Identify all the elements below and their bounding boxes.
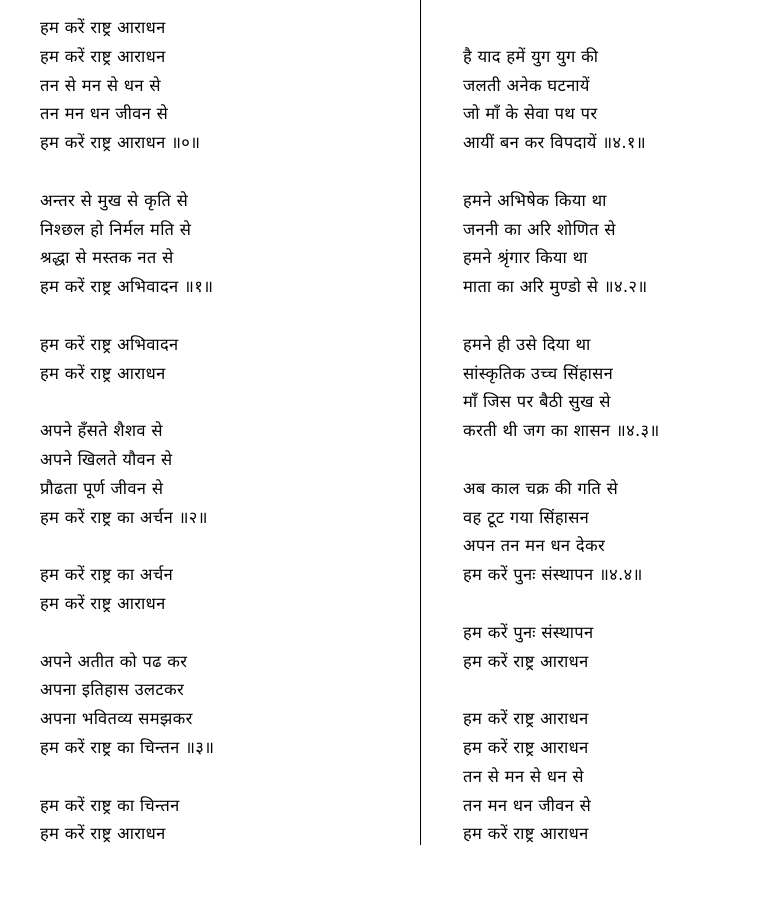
verse-line: अपने हँसते शैशव से	[40, 421, 163, 441]
verse-line: अब काल चक्र की गति से	[463, 478, 619, 498]
verse-line: अपने अतीत को पढ कर	[40, 651, 188, 671]
verse-line: हम करें पुनः संस्थापन	[463, 622, 594, 642]
verse-line: जननी का अरि शोणित से	[463, 219, 616, 239]
stanza	[463, 475, 763, 590]
verse-line: हम करें राष्ट्र का चिन्तन	[40, 795, 180, 815]
verse-line: हम करें राष्ट्र का चिन्तन ॥३॥	[40, 737, 215, 757]
stanza	[40, 14, 410, 158]
verse-line: हम करें पुनः संस्थापन ॥४.४॥	[463, 565, 643, 585]
stanza-gap	[40, 158, 410, 187]
verse-line: हम करें राष्ट्र आराधन	[40, 593, 166, 613]
stanza	[463, 705, 763, 849]
verse-line: हम करें राष्ट्र का अर्चन	[40, 565, 174, 585]
verse-line: वह टूट गया सिंहासन	[463, 507, 590, 527]
verse-line: हम करें राष्ट्र आराधन ॥०॥	[40, 133, 201, 153]
stanza	[40, 792, 410, 850]
verse-line: अपने खिलते यौवन से	[40, 449, 173, 469]
verse-line: अपना इतिहास उलटकर	[40, 680, 185, 700]
verse-line: श्रद्धा से मस्तक नत से	[40, 248, 174, 268]
left-column	[40, 14, 410, 849]
stanza	[463, 187, 763, 302]
verse-line: हम करें राष्ट्र आराधन	[40, 46, 166, 66]
verse-line: जो माँ के सेवा पथ पर	[463, 104, 598, 124]
verse-line: हमने श्रृंगार किया था	[463, 248, 588, 268]
verse-line: हम करें राष्ट्र का अर्चन ॥२॥	[40, 507, 208, 527]
verse-line: हमने अभिषेक किया था	[463, 190, 607, 210]
verse-line: अपना भवितव्य समझकर	[40, 709, 193, 729]
stanza-gap	[463, 302, 763, 331]
verse-line: आयीं बन कर विपदायें ॥४.१॥	[463, 133, 646, 153]
verse-line: हम करें राष्ट्र आराधन	[463, 709, 589, 729]
stanza-gap	[40, 532, 410, 561]
verse-line: माता का अरि मुण्डो से ॥४.२॥	[463, 277, 648, 297]
stanza-gap	[463, 590, 763, 619]
column-top-spacer	[463, 14, 763, 43]
stanza-gap	[40, 763, 410, 792]
stanza-gap	[463, 446, 763, 475]
column-divider	[420, 0, 421, 845]
verse-line: सांस्कृतिक उच्च सिंहासन	[463, 363, 614, 383]
verse-line: अन्तर से मुख से कृति से	[40, 190, 189, 210]
verse-line: हम करें राष्ट्र आराधन	[463, 824, 589, 844]
stanza	[463, 43, 763, 158]
stanza	[40, 648, 410, 763]
right-column	[463, 14, 763, 849]
stanza-gap	[40, 619, 410, 648]
stanza-gap	[463, 676, 763, 705]
verse-line: माँ जिस पर बैठी सुख से	[463, 392, 611, 412]
verse-line: हमने ही उसे दिया था	[463, 334, 591, 354]
stanza	[40, 331, 410, 389]
stanza	[463, 331, 763, 446]
stanza	[40, 417, 410, 532]
verse-line: करती थी जग का शासन ॥४.३॥	[463, 421, 660, 441]
verse-line: हम करें राष्ट्र आराधन	[463, 651, 589, 671]
verse-line: तन मन धन जीवन से	[40, 104, 169, 124]
stanza	[40, 187, 410, 302]
verse-line: हम करें राष्ट्र आराधन	[463, 737, 589, 757]
verse-line: निश्छल हो निर्मल मति से	[40, 219, 192, 239]
stanza	[40, 561, 410, 619]
verse-line: तन से मन से धन से	[463, 766, 584, 786]
verse-line: हम करें राष्ट्र आराधन	[40, 824, 166, 844]
verse-line: प्रौढता पूर्ण जीवन से	[40, 478, 164, 498]
verse-line: तन मन धन जीवन से	[463, 795, 592, 815]
verse-line: जलती अनेक घटनायें	[463, 75, 590, 95]
verse-line: अपन तन मन धन देकर	[463, 536, 605, 556]
stanza	[463, 619, 763, 677]
verse-line: हम करें राष्ट्र आराधन	[40, 363, 166, 383]
verse-line: हम करें राष्ट्र आराधन	[40, 18, 166, 37]
stanza-gap	[40, 302, 410, 331]
verse-line: हम करें राष्ट्र अभिवादन	[40, 334, 179, 354]
verse-line: हम करें राष्ट्र अभिवादन ॥१॥	[40, 277, 214, 297]
stanza-gap	[463, 158, 763, 187]
verse-line: है याद हमें युग युग की	[463, 46, 599, 66]
verse-line: तन से मन से धन से	[40, 75, 161, 95]
stanza-gap	[40, 388, 410, 417]
